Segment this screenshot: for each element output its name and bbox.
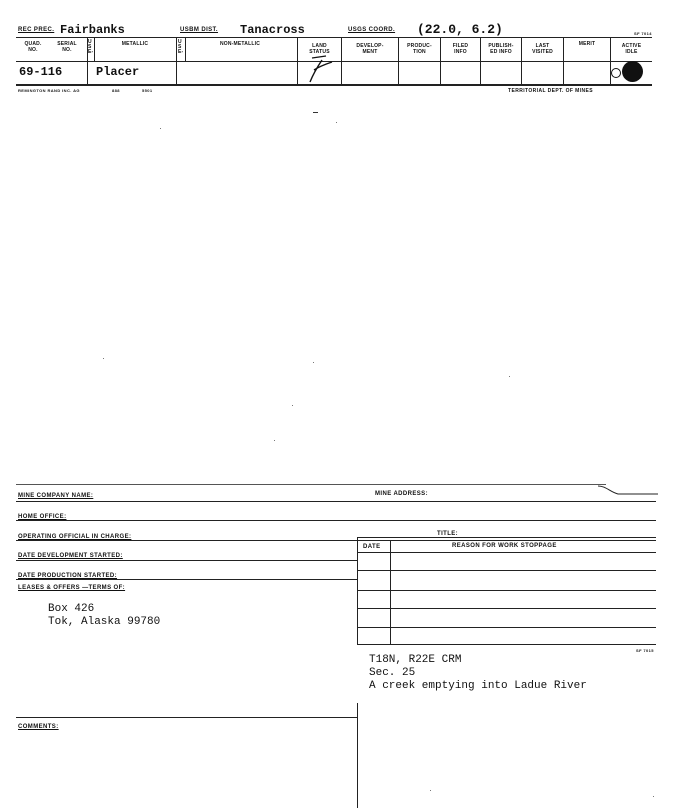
scan-speck <box>430 790 431 791</box>
usgs-coord-label: USGS COORD. <box>348 27 396 33</box>
use-b-u: U <box>178 39 182 45</box>
col-merit <box>564 41 610 47</box>
col-development <box>342 43 398 55</box>
usbm-dist-label: USBM DIST. <box>180 27 219 33</box>
rule-comments-top <box>16 717 357 718</box>
col-last-visited <box>522 43 563 55</box>
col-develop-label: DEVELOP- <box>356 43 384 49</box>
col-idle-label: IDLE <box>625 49 638 55</box>
location-line-1: T18N, R22E CRM <box>369 654 462 666</box>
form-number-front: SF 7014 <box>634 31 652 36</box>
col-active-idle <box>611 43 652 55</box>
stoppage-reason-header: REASON FOR WORK STOPPAGE <box>452 543 557 549</box>
mine-address-label: MINE ADDRESS: <box>375 491 428 497</box>
scan-speck <box>509 376 510 377</box>
scan-speck <box>160 128 161 129</box>
printer-code-b: 5501 <box>142 88 153 93</box>
usgs-coord-value: (22.0, 6.2) <box>417 22 503 37</box>
rule-date-production <box>16 579 357 580</box>
rec-prec-label: REC PREC. <box>18 27 55 33</box>
col-div-2 <box>176 37 177 84</box>
home-office-label: HOME OFFICE: <box>18 514 67 520</box>
use-a-s: S <box>88 44 92 50</box>
rule-stoppage-row-3 <box>357 608 656 609</box>
col-publish-label: PUBLISH- <box>488 43 514 49</box>
col-filed-label: FILED <box>452 43 469 49</box>
col-land-label: LAND <box>312 43 327 49</box>
rule-header-top <box>16 37 652 38</box>
rule-stoppage-row-5 <box>357 644 656 645</box>
back-corner-curl <box>598 476 658 498</box>
col-quad-no: NO. <box>28 47 38 53</box>
col-produc-label-2: TION <box>413 49 426 55</box>
scan-speck <box>274 440 275 441</box>
use-a-e: E- <box>88 49 94 55</box>
rule-operating-official <box>16 540 656 541</box>
col-production <box>399 43 440 55</box>
col-quad <box>18 41 48 53</box>
stoppage-date-divider <box>390 540 391 644</box>
address-text <box>48 603 160 629</box>
scan-speck <box>653 796 654 797</box>
use-a-divider <box>94 37 95 61</box>
comments-label: COMMENTS: <box>18 724 59 730</box>
col-produc-label: PRODUC- <box>407 43 432 49</box>
leases-terms-label: LEASES & OFFERS —TERMS OF: <box>18 585 126 591</box>
col-published-info <box>481 43 521 55</box>
rule-home-office <box>16 520 656 521</box>
col-filed-label-2: INFO <box>454 49 467 55</box>
date-development-label: DATE DEVELOPMENT STARTED: <box>18 553 123 559</box>
location-line-2: Sec. 25 <box>369 667 416 679</box>
col-publish-label-2: ED INFO <box>490 49 512 55</box>
col-use-b <box>178 40 184 55</box>
use-b-divider <box>185 37 186 61</box>
mine-company-label: MINE COMPANY NAME: <box>18 493 94 499</box>
address-line-1: Box 426 <box>48 603 95 615</box>
rule-date-development <box>16 560 357 561</box>
col-status-label: STATUS <box>309 49 330 55</box>
col-develop-label-2: MENT <box>362 49 378 55</box>
territorial-dept: TERRITORIAL DEPT. OF MINES <box>508 88 593 94</box>
printer-code-a: 888 <box>112 88 120 93</box>
address-line-2: Tok, Alaska 99780 <box>48 616 161 628</box>
rule-stoppage-row-1 <box>357 570 656 571</box>
land-status-check-mark <box>300 52 340 84</box>
col-serial <box>50 41 84 53</box>
col-serial-no: NO. <box>62 47 72 53</box>
col-active-label: ACTIVE <box>621 43 642 49</box>
col-serial-label: SERIAL <box>57 41 77 47</box>
scan-speck <box>313 362 314 363</box>
col-non-metallic-label: NON-METALLIC <box>219 41 261 47</box>
date-production-label: DATE PRODUCTION STARTED: <box>18 573 118 579</box>
usbm-dist-value: Tanacross <box>240 23 305 37</box>
rule-stoppage-row-2 <box>357 590 656 591</box>
scan-speck <box>103 358 104 359</box>
col-filed-info <box>441 43 480 55</box>
scan-speck <box>336 122 337 123</box>
use-b-s: S <box>178 44 182 50</box>
scan-speck <box>292 405 293 406</box>
location-line-3: A creek emptying into Ladue River <box>369 680 587 692</box>
rule-card-bottom <box>16 84 652 86</box>
form-number-back: SF 7015 <box>636 648 654 653</box>
rec-prec-value: Fairbanks <box>60 23 125 37</box>
metallic-value: Placer <box>96 65 140 79</box>
printer-credit: REMINGTON RAND INC. AG <box>18 88 80 93</box>
scan-dash <box>313 112 318 113</box>
active-indicator-filled <box>622 61 643 82</box>
comments-divider <box>357 703 358 808</box>
use-b-e: E- <box>178 49 184 55</box>
col-metallic-label: METALLIC <box>121 41 149 47</box>
operating-official-label: OPERATING OFFICIAL IN CHARGE: <box>18 534 132 540</box>
title-label: TITLE: <box>437 531 459 537</box>
rule-stoppage-row-4 <box>357 627 656 628</box>
serial-value: 69-116 <box>19 65 63 79</box>
rule-mine-company <box>16 501 656 502</box>
location-text <box>369 654 587 693</box>
col-merit-label: MERIT <box>578 41 596 47</box>
rule-stoppage-header-bottom <box>357 552 656 553</box>
col-non-metallic <box>190 41 290 47</box>
col-last-label: LAST <box>535 43 550 49</box>
col-quad-label: QUAD. <box>24 41 42 47</box>
rule-stoppage-header-top <box>357 537 656 538</box>
stoppage-outer-left <box>357 537 358 644</box>
idle-indicator-open <box>611 68 621 78</box>
col-metallic <box>100 41 170 47</box>
back-top-edge <box>16 484 606 485</box>
use-a-u: U <box>88 39 92 45</box>
col-last-label-2: VISITED <box>532 49 553 55</box>
stoppage-date-header: DATE <box>363 544 381 550</box>
